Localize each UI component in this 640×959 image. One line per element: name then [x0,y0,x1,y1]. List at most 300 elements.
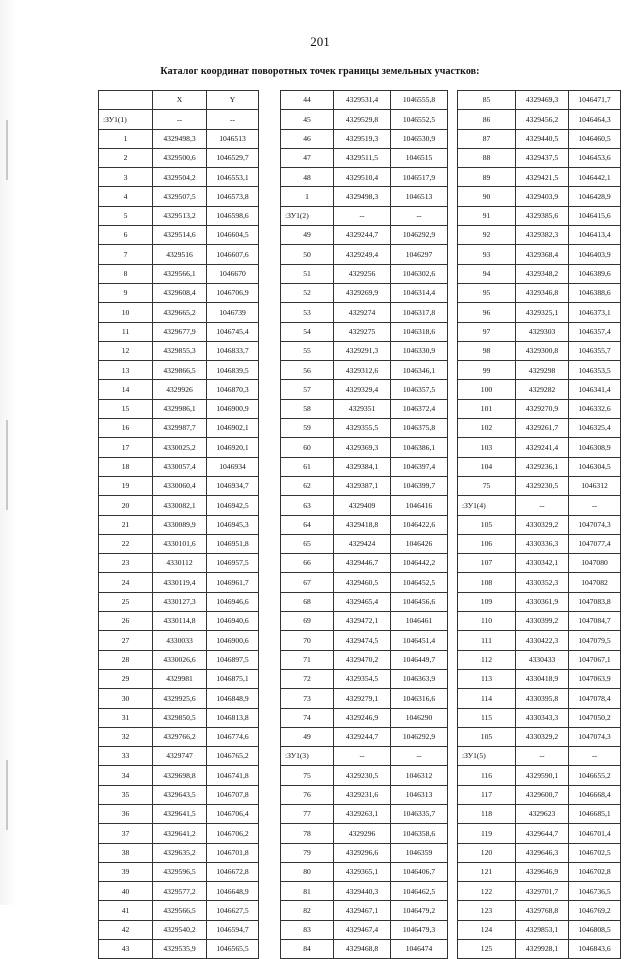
point-number-cell: 118 [458,804,516,823]
y-coordinate-cell: 1046843,6 [569,940,621,959]
point-number-cell: 49 [281,226,334,245]
x-coordinate-cell: 4329926 [153,380,207,399]
point-number-cell: 76 [281,785,334,804]
x-coordinate-cell: 4329279,1 [334,689,391,708]
table-row [99,804,259,823]
table-row [281,361,448,380]
point-number-cell: 68 [281,592,334,611]
x-coordinate-cell: 4329236,1 [516,457,569,476]
point-number-cell: 89 [458,168,516,187]
table-row [281,303,448,322]
y-coordinate-cell: 1046372,4 [391,399,448,418]
parcel-label: :ЗУ1(5) [458,747,516,766]
point-number-cell: 43 [99,940,153,959]
table-row [281,573,448,592]
y-coordinate-cell: 1046318,6 [391,322,448,341]
table-row [458,650,621,669]
y-coordinate-cell: 1046312 [569,476,621,495]
point-number-cell: 105 [458,515,516,534]
table-row [281,515,448,534]
table-row [458,573,621,592]
x-coordinate-cell: 4329468,8 [334,940,391,959]
y-coordinate-cell: 1047082 [569,573,621,592]
x-coordinate-cell: 4329269,9 [334,283,391,302]
x-coordinate-cell: 4329987,7 [153,419,207,438]
point-number-cell: 1 [99,129,153,148]
point-number-cell: 14 [99,380,153,399]
x-coordinate-cell: 4329440,3 [334,882,391,901]
x-coordinate-cell: 4329747 [153,747,207,766]
point-number-cell: 3 [99,168,153,187]
y-coordinate-cell: 1046462,5 [391,882,448,901]
y-coordinate-cell: 1046292,9 [391,226,448,245]
y-coordinate-cell: 1046701,8 [207,843,259,862]
table-row [281,91,448,110]
table-row [99,534,259,553]
column-header: Y [207,91,259,110]
table-row [99,419,259,438]
y-coordinate-cell: 1046594,7 [207,920,259,939]
point-number-cell: 28 [99,650,153,669]
point-number-cell: 72 [281,669,334,688]
y-coordinate-cell: -- [391,206,448,225]
y-coordinate-cell: 1047074,3 [569,515,621,534]
table-row [99,457,259,476]
y-coordinate-cell: 1046736,5 [569,882,621,901]
point-number-cell: 86 [458,110,516,129]
x-coordinate-cell: 4329529,8 [334,110,391,129]
x-coordinate-cell: 4329275 [334,322,391,341]
y-coordinate-cell: 1046304,5 [569,457,621,476]
table-row [281,380,448,399]
table-row [281,457,448,476]
table-row [99,322,259,341]
y-coordinate-cell: 1046308,9 [569,438,621,457]
point-number-cell: 71 [281,650,334,669]
y-coordinate-cell: 1046598,6 [207,206,259,225]
point-number-cell: 44 [281,91,334,110]
point-number-cell: 94 [458,264,516,283]
table-row [281,283,448,302]
table-row [281,110,448,129]
point-number-cell: 112 [458,650,516,669]
y-coordinate-cell: 1047063,9 [569,669,621,688]
x-coordinate-cell: -- [516,747,569,766]
table-row [99,689,259,708]
point-number-cell: 50 [281,245,334,264]
point-number-cell: 1 [281,187,334,206]
y-coordinate-cell: 1046341,4 [569,380,621,399]
table-row [281,476,448,495]
table-row [458,824,621,843]
y-coordinate-cell: 1046422,6 [391,515,448,534]
table-row [99,245,259,264]
y-coordinate-cell: 1046655,2 [569,766,621,785]
y-coordinate-cell: 1046706,9 [207,283,259,302]
x-coordinate-cell: 4329261,7 [516,419,569,438]
x-coordinate-cell: -- [334,206,391,225]
point-number-cell: 116 [458,766,516,785]
table-row [458,361,621,380]
x-coordinate-cell: 4330361,9 [516,592,569,611]
y-coordinate-cell: 1047078,4 [569,689,621,708]
table-header-row [99,91,259,110]
point-number-cell: 32 [99,727,153,746]
table-row [99,612,259,631]
y-coordinate-cell: 1046707,8 [207,785,259,804]
x-coordinate-cell: 4329418,8 [334,515,391,534]
x-coordinate-cell: 4329291,3 [334,341,391,360]
y-coordinate-cell: 1046604,5 [207,226,259,245]
x-coordinate-cell: 4330057,4 [153,457,207,476]
point-number-cell: 4 [99,187,153,206]
table-row [281,631,448,650]
y-coordinate-cell: 1046314,4 [391,283,448,302]
y-coordinate-cell: 1046685,1 [569,804,621,823]
table-row [99,148,259,167]
point-number-cell: 45 [281,110,334,129]
point-number-cell: 55 [281,341,334,360]
table-row [458,380,621,399]
point-number-cell: 106 [458,534,516,553]
y-coordinate-cell: 1046607,6 [207,245,259,264]
x-coordinate-cell: 4330060,4 [153,476,207,495]
x-coordinate-cell: 4329677,9 [153,322,207,341]
y-coordinate-cell: 1046389,6 [569,264,621,283]
point-number-cell: 67 [281,573,334,592]
point-number-cell: 78 [281,824,334,843]
x-coordinate-cell: 4329369,3 [334,438,391,457]
x-coordinate-cell: 4329566,5 [153,901,207,920]
point-number-cell: 114 [458,689,516,708]
point-number-cell: 59 [281,419,334,438]
x-coordinate-cell: 4329643,5 [153,785,207,804]
table-row [281,824,448,843]
parcel-label-row [281,206,448,225]
x-coordinate-cell: 4329312,6 [334,361,391,380]
x-coordinate-cell: 4330112 [153,554,207,573]
table-row [99,226,259,245]
point-number-cell: 105 [458,727,516,746]
point-number-cell: 96 [458,303,516,322]
table-row [281,901,448,920]
point-number-cell: 104 [458,457,516,476]
table-row [99,747,259,766]
x-coordinate-cell: 4329244,7 [334,727,391,746]
point-number-cell: 48 [281,168,334,187]
x-coordinate-cell: 4329274 [334,303,391,322]
table-row [281,727,448,746]
x-coordinate-cell: 4329230,5 [334,766,391,785]
coordinates-table-2 [280,90,448,959]
x-coordinate-cell: 4330343,3 [516,708,569,727]
y-coordinate-cell: -- [207,110,259,129]
x-coordinate-cell: 4329456,2 [516,110,569,129]
x-coordinate-cell: 4329504,2 [153,168,207,187]
table-row [458,226,621,245]
x-coordinate-cell: 4329928,1 [516,940,569,959]
point-number-cell: 2 [99,148,153,167]
point-number-cell: 75 [458,476,516,495]
x-coordinate-cell: 4329424 [334,534,391,553]
y-coordinate-cell: 1046745,4 [207,322,259,341]
x-coordinate-cell: 4329701,7 [516,882,569,901]
point-number-cell: 20 [99,496,153,515]
table-row [281,708,448,727]
table-row [281,650,448,669]
y-coordinate-cell: 1046739 [207,303,259,322]
y-coordinate-cell: 1046357,4 [569,322,621,341]
y-coordinate-cell: 1046670 [207,264,259,283]
parcel-label: :ЗУ1(2) [281,206,334,225]
point-number-cell: 93 [458,245,516,264]
table-row [458,901,621,920]
table-row [99,206,259,225]
table-row [458,862,621,881]
x-coordinate-cell: 4329440,5 [516,129,569,148]
table-row [99,168,259,187]
x-coordinate-cell: 4329507,5 [153,187,207,206]
table-row [458,940,621,959]
point-number-cell: 107 [458,554,516,573]
table-row [99,515,259,534]
point-number-cell: 57 [281,380,334,399]
y-coordinate-cell: 1046359 [391,843,448,862]
y-coordinate-cell: 1046399,7 [391,476,448,495]
x-coordinate-cell: 4330352,3 [516,573,569,592]
x-coordinate-cell: 4330422,3 [516,631,569,650]
x-coordinate-cell: 4330082,1 [153,496,207,515]
point-number-cell: 53 [281,303,334,322]
point-number-cell: 91 [458,206,516,225]
point-number-cell: 51 [281,264,334,283]
point-number-cell: 54 [281,322,334,341]
point-number-cell: 120 [458,843,516,862]
x-coordinate-cell: 4329510,4 [334,168,391,187]
table-row [281,187,448,206]
parcel-label: :ЗУ1(3) [281,747,334,766]
y-coordinate-cell: 1046961,7 [207,573,259,592]
table-row [99,361,259,380]
table-row [281,419,448,438]
y-coordinate-cell: 1046741,8 [207,766,259,785]
point-number-cell: 69 [281,612,334,631]
y-coordinate-cell: 1046706,4 [207,804,259,823]
x-coordinate-cell: 4329698,8 [153,766,207,785]
table-row [99,438,259,457]
point-number-cell: 103 [458,438,516,457]
y-coordinate-cell: 1046316,6 [391,689,448,708]
x-coordinate-cell: 4330418,9 [516,669,569,688]
y-coordinate-cell: 1046515 [391,148,448,167]
y-coordinate-cell: 1047084,7 [569,612,621,631]
table-row [99,264,259,283]
y-coordinate-cell: 1046900,9 [207,399,259,418]
point-number-cell: 27 [99,631,153,650]
x-coordinate-cell: 4330119,4 [153,573,207,592]
x-coordinate-cell: 4329470,2 [334,650,391,669]
table-row [281,843,448,862]
table-row [281,612,448,631]
table-row [458,129,621,148]
x-coordinate-cell: 4329641,2 [153,824,207,843]
y-coordinate-cell: 1047079,5 [569,631,621,650]
parcel-label-row [458,496,621,515]
y-coordinate-cell: 1046808,5 [569,920,621,939]
y-coordinate-cell: 1046386,1 [391,438,448,457]
y-coordinate-cell: 1046456,6 [391,592,448,611]
y-coordinate-cell: 1047050,2 [569,708,621,727]
x-coordinate-cell: 4329866,5 [153,361,207,380]
table-row [458,322,621,341]
x-coordinate-cell: 4329513,2 [153,206,207,225]
y-coordinate-cell: 1046946,6 [207,592,259,611]
coordinates-table-3 [457,90,621,959]
x-coordinate-cell: 4329329,4 [334,380,391,399]
table-row [281,669,448,688]
y-coordinate-cell: 1046426 [391,534,448,553]
y-coordinate-cell: 1046706,2 [207,824,259,843]
point-number-cell: 100 [458,380,516,399]
table-row [458,669,621,688]
table-row [458,110,621,129]
table-row [458,785,621,804]
table-row [99,399,259,418]
table-row [281,245,448,264]
table-row [458,206,621,225]
x-coordinate-cell: 4329325,1 [516,303,569,322]
x-coordinate-cell: 4329596,5 [153,862,207,881]
point-number-cell: 17 [99,438,153,457]
point-number-cell: 102 [458,419,516,438]
y-coordinate-cell: 1046388,6 [569,283,621,302]
table-row [99,940,259,959]
point-number-cell: 70 [281,631,334,650]
y-coordinate-cell: 1046397,4 [391,457,448,476]
x-coordinate-cell: 4329346,8 [516,283,569,302]
table-row [281,592,448,611]
x-coordinate-cell: 4329600,7 [516,785,569,804]
point-number-cell: 65 [281,534,334,553]
table-row [458,457,621,476]
x-coordinate-cell: 4329474,5 [334,631,391,650]
table-row [99,631,259,650]
parcel-label-row [281,747,448,766]
table-row [99,843,259,862]
point-number-cell: 73 [281,689,334,708]
y-coordinate-cell: 1046774,6 [207,727,259,746]
x-coordinate-cell: 4329409 [334,496,391,515]
point-number-cell: 38 [99,843,153,862]
table-row [99,341,259,360]
table-row [458,303,621,322]
x-coordinate-cell: 4329303 [516,322,569,341]
x-coordinate-cell: 4329850,5 [153,708,207,727]
x-coordinate-cell: 4329437,5 [516,148,569,167]
y-coordinate-cell: 1046627,5 [207,901,259,920]
y-coordinate-cell: 1046302,6 [391,264,448,283]
point-number-cell: 41 [99,901,153,920]
table-row [99,708,259,727]
scan-left-edge [0,0,16,905]
x-coordinate-cell: 4329577,2 [153,882,207,901]
y-coordinate-cell: 1046513 [207,129,259,148]
point-number-cell: 95 [458,283,516,302]
point-number-cell: 111 [458,631,516,650]
y-coordinate-cell: 1046375,8 [391,419,448,438]
table-row [458,187,621,206]
y-coordinate-cell: 1046920,1 [207,438,259,457]
point-number-cell: 31 [99,708,153,727]
point-number-cell: 26 [99,612,153,631]
y-coordinate-cell: 1046312 [391,766,448,785]
y-coordinate-cell: 1046957,5 [207,554,259,573]
y-coordinate-cell: 1046479,2 [391,901,448,920]
x-coordinate-cell: 4329385,6 [516,206,569,225]
table-row [458,804,621,823]
y-coordinate-cell: 1046553,1 [207,168,259,187]
table-row [99,882,259,901]
point-number-cell: 101 [458,399,516,418]
y-coordinate-cell: 1046474 [391,940,448,959]
y-coordinate-cell: 1046428,9 [569,187,621,206]
y-coordinate-cell: 1046442,2 [391,554,448,573]
point-number-cell: 66 [281,554,334,573]
table-row [458,148,621,167]
point-number-cell: 12 [99,341,153,360]
table-row [281,264,448,283]
point-number-cell: 90 [458,187,516,206]
point-number-cell: 80 [281,862,334,881]
table-row [458,438,621,457]
coordinates-table-1 [98,90,259,959]
table-row [458,843,621,862]
y-coordinate-cell: 1046529,7 [207,148,259,167]
table-row [458,476,621,495]
point-number-cell: 18 [99,457,153,476]
point-number-cell: 35 [99,785,153,804]
point-number-cell: 37 [99,824,153,843]
point-number-cell: 77 [281,804,334,823]
table-row [99,283,259,302]
table-row [458,283,621,302]
table-row [99,669,259,688]
x-coordinate-cell: 4329519,3 [334,129,391,148]
table-row [281,534,448,553]
parcel-label: :ЗУ1(4) [458,496,516,515]
x-coordinate-cell: 4329460,5 [334,573,391,592]
y-coordinate-cell: 1046945,3 [207,515,259,534]
table-row [281,226,448,245]
y-coordinate-cell: 1046565,5 [207,940,259,959]
table-row [99,766,259,785]
x-coordinate-cell: 4329298 [516,361,569,380]
table-row [281,129,448,148]
y-coordinate-cell: 1046813,8 [207,708,259,727]
point-number-cell: 119 [458,824,516,843]
x-coordinate-cell: 4329296,6 [334,843,391,862]
y-coordinate-cell: 1046415,6 [569,206,621,225]
table-row [458,91,621,110]
point-number-cell: 125 [458,940,516,959]
x-coordinate-cell: 4329646,3 [516,843,569,862]
table-row [99,824,259,843]
x-coordinate-cell: 4329446,7 [334,554,391,573]
x-coordinate-cell: 4329467,1 [334,901,391,920]
y-coordinate-cell: 1046358,6 [391,824,448,843]
point-number-cell: 122 [458,882,516,901]
x-coordinate-cell: 4329855,3 [153,341,207,360]
